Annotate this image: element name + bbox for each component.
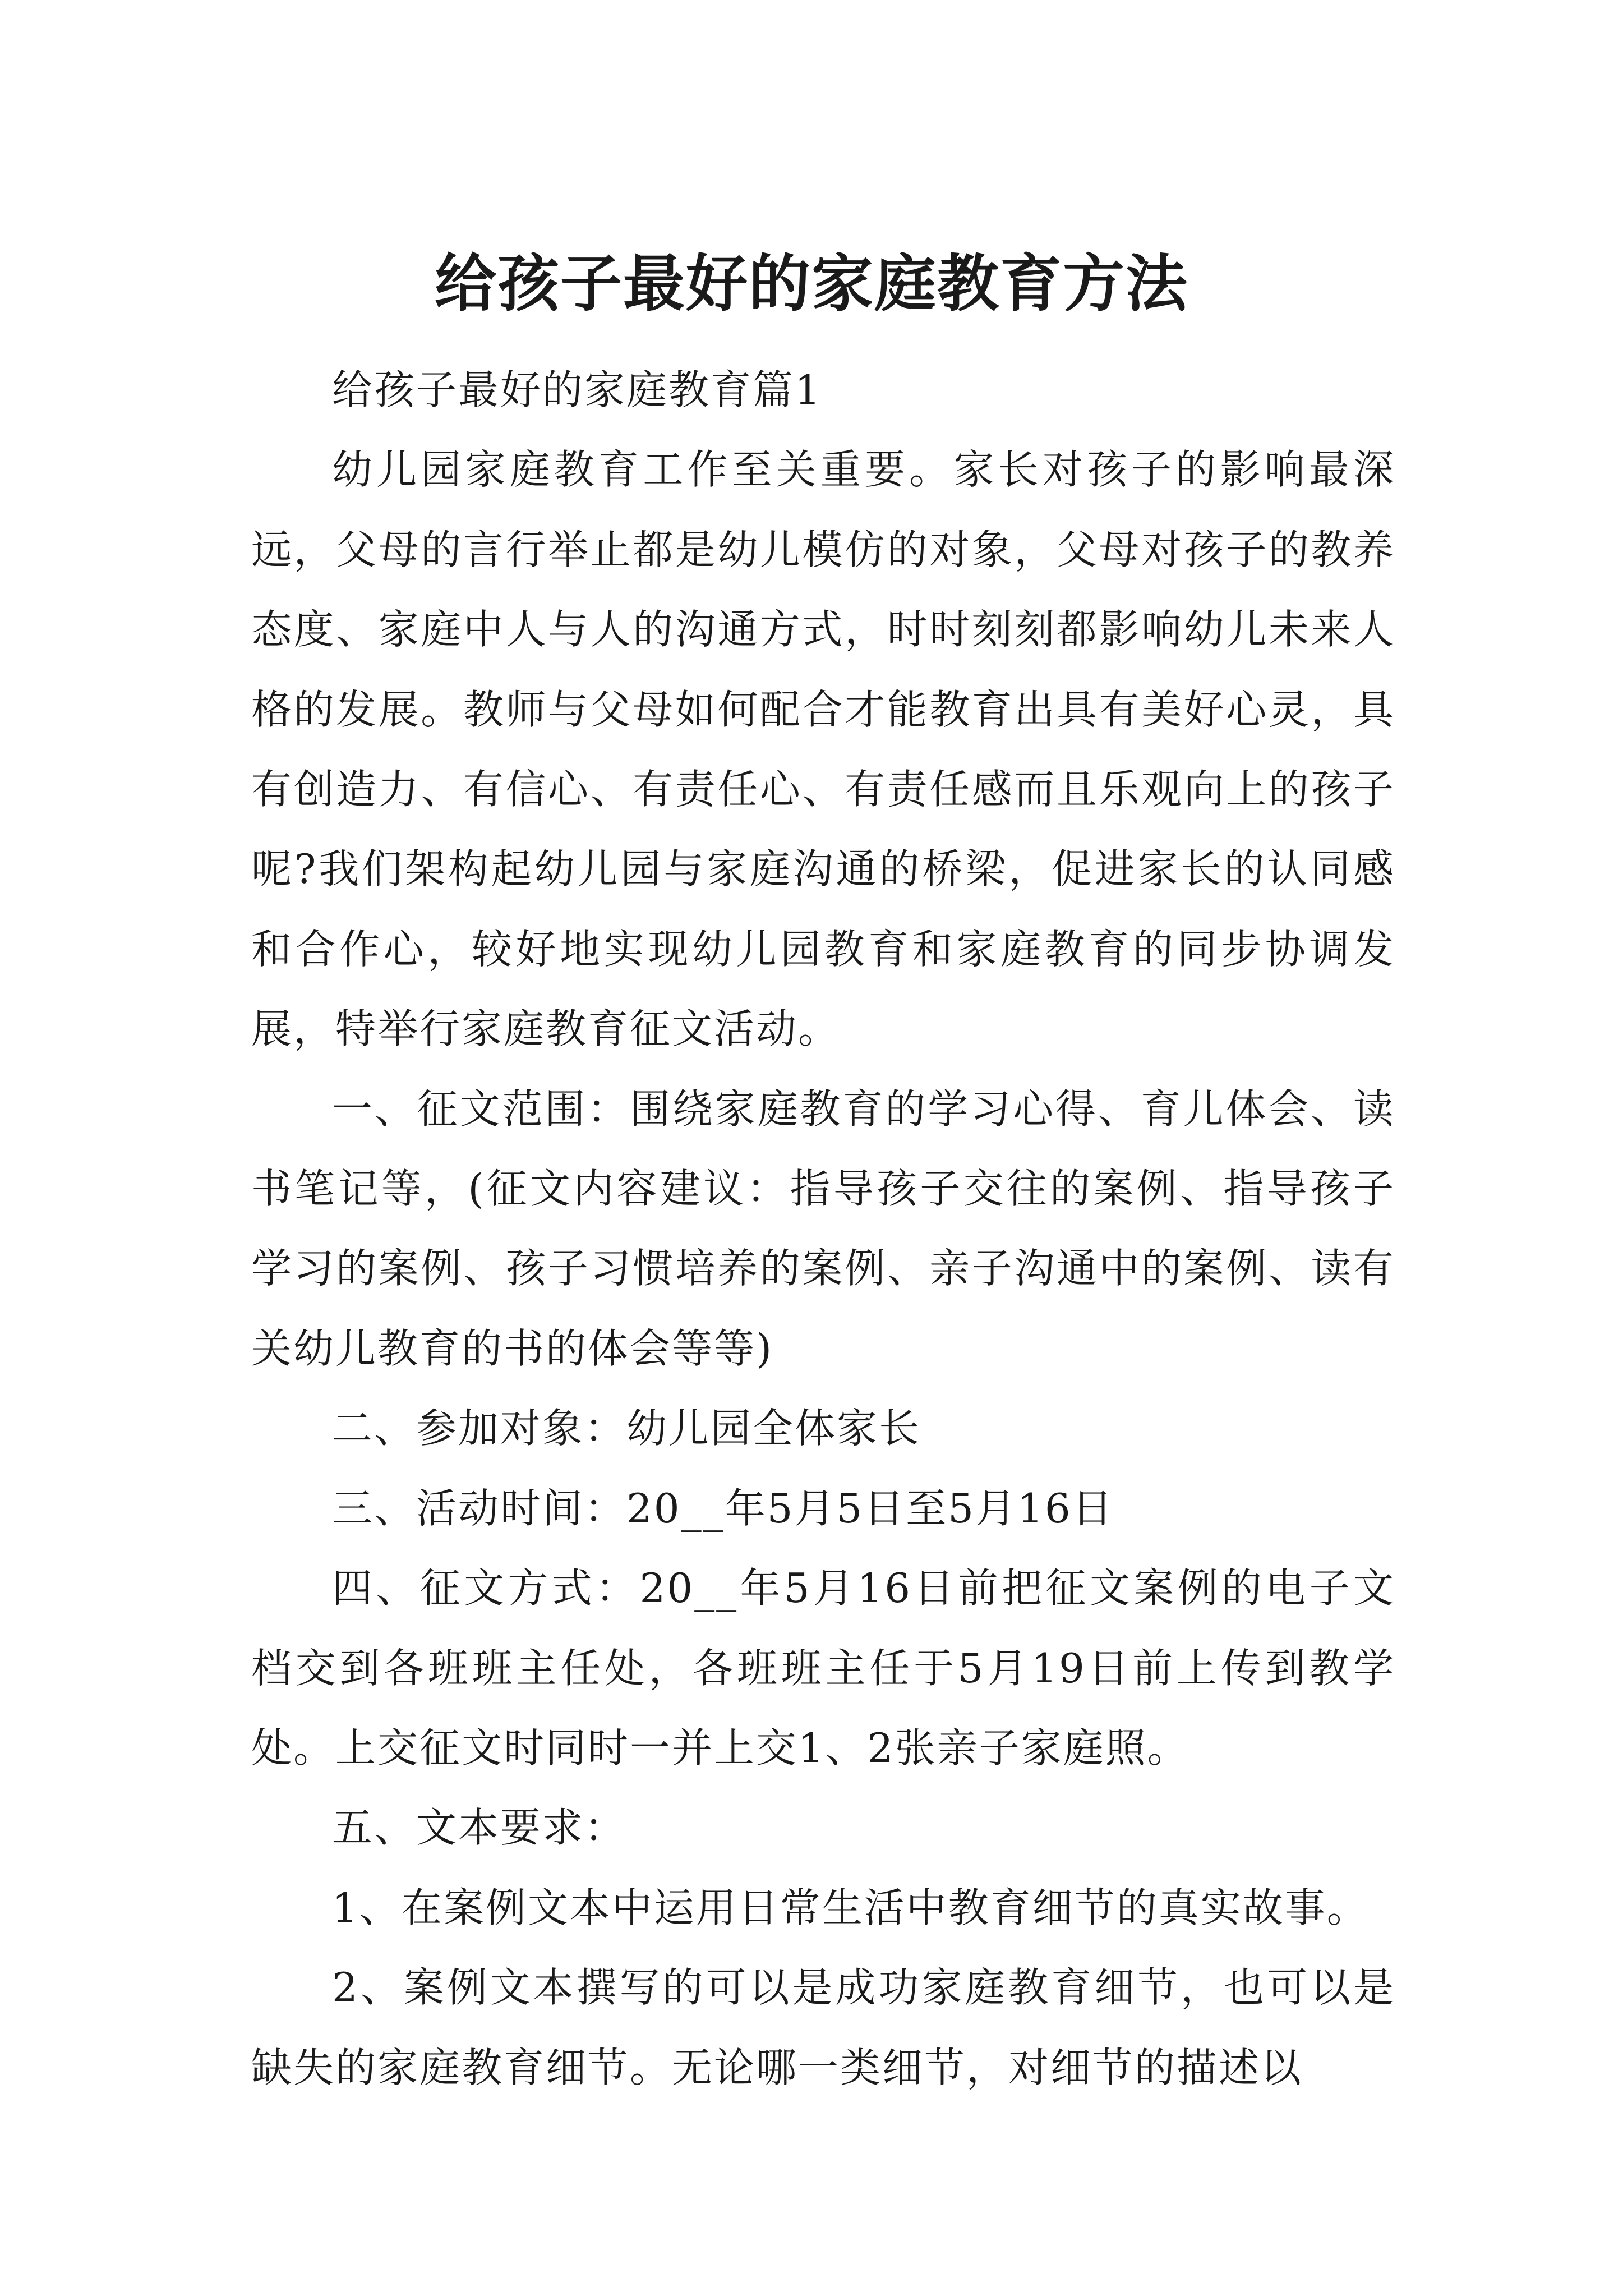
paragraph: 五、文本要求： bbox=[332, 1804, 627, 1852]
paragraph: 一、征文范围：围绕家庭教育的学习心得、育儿体会、读书笔记等，(征文内容建议：指导孩子交往的案例、指导孩子学习的案例、孩子习惯培养的案例、亲子沟通中的案例、读有关幼儿教育的书的体会等等) bbox=[251, 1085, 1395, 1372]
section-heading: 给孩子最好的家庭教育篇1 bbox=[332, 366, 822, 413]
paragraph: 二、参加对象：幼儿园全体家长 bbox=[332, 1405, 921, 1452]
document-body bbox=[251, 350, 1395, 2108]
paragraph: 幼儿园家庭教育工作至关重要。家长对孩子的影响最深远，父母的言行举止都是幼儿模仿的对象，父母对孩子的教养态度、家庭中人与人的沟通方式，时时刻刻都影响幼儿未来人格的发展。教师与父母如何配合才能教育出具有美好心灵，具有创造力、有信心、有责任心、有责任感而且乐观向上的孩子呢?我们架构起幼儿园与家庭沟通的桥梁，促进家长的认同感和合作心，较好地实现幼儿园教育和家庭教育的同步协调发展，特举行家庭教育征文活动。 bbox=[251, 446, 1395, 1053]
paragraph: 四、征文方式：20__年5月16日前把征文案例的电子文档交到各班班主任处，各班班主任于5月19日前上传到教学处。上交征文时同时一并上交1、2张亲子家庭照。 bbox=[251, 1565, 1395, 1772]
paragraph: 2、案例文本撰写的可以是成功家庭教育细节，也可以是缺失的家庭教育细节。无论哪一类细节，对细节的描述以 bbox=[251, 1964, 1395, 2091]
paragraph: 三、活动时间：20__年5月5日至5月16日 bbox=[332, 1484, 1114, 1532]
paragraph: 1、在案例文本中运用日常生活中教育细节的真实故事。 bbox=[332, 1884, 1369, 1931]
document-title: 给孩子最好的家庭教育方法 bbox=[435, 247, 1188, 320]
